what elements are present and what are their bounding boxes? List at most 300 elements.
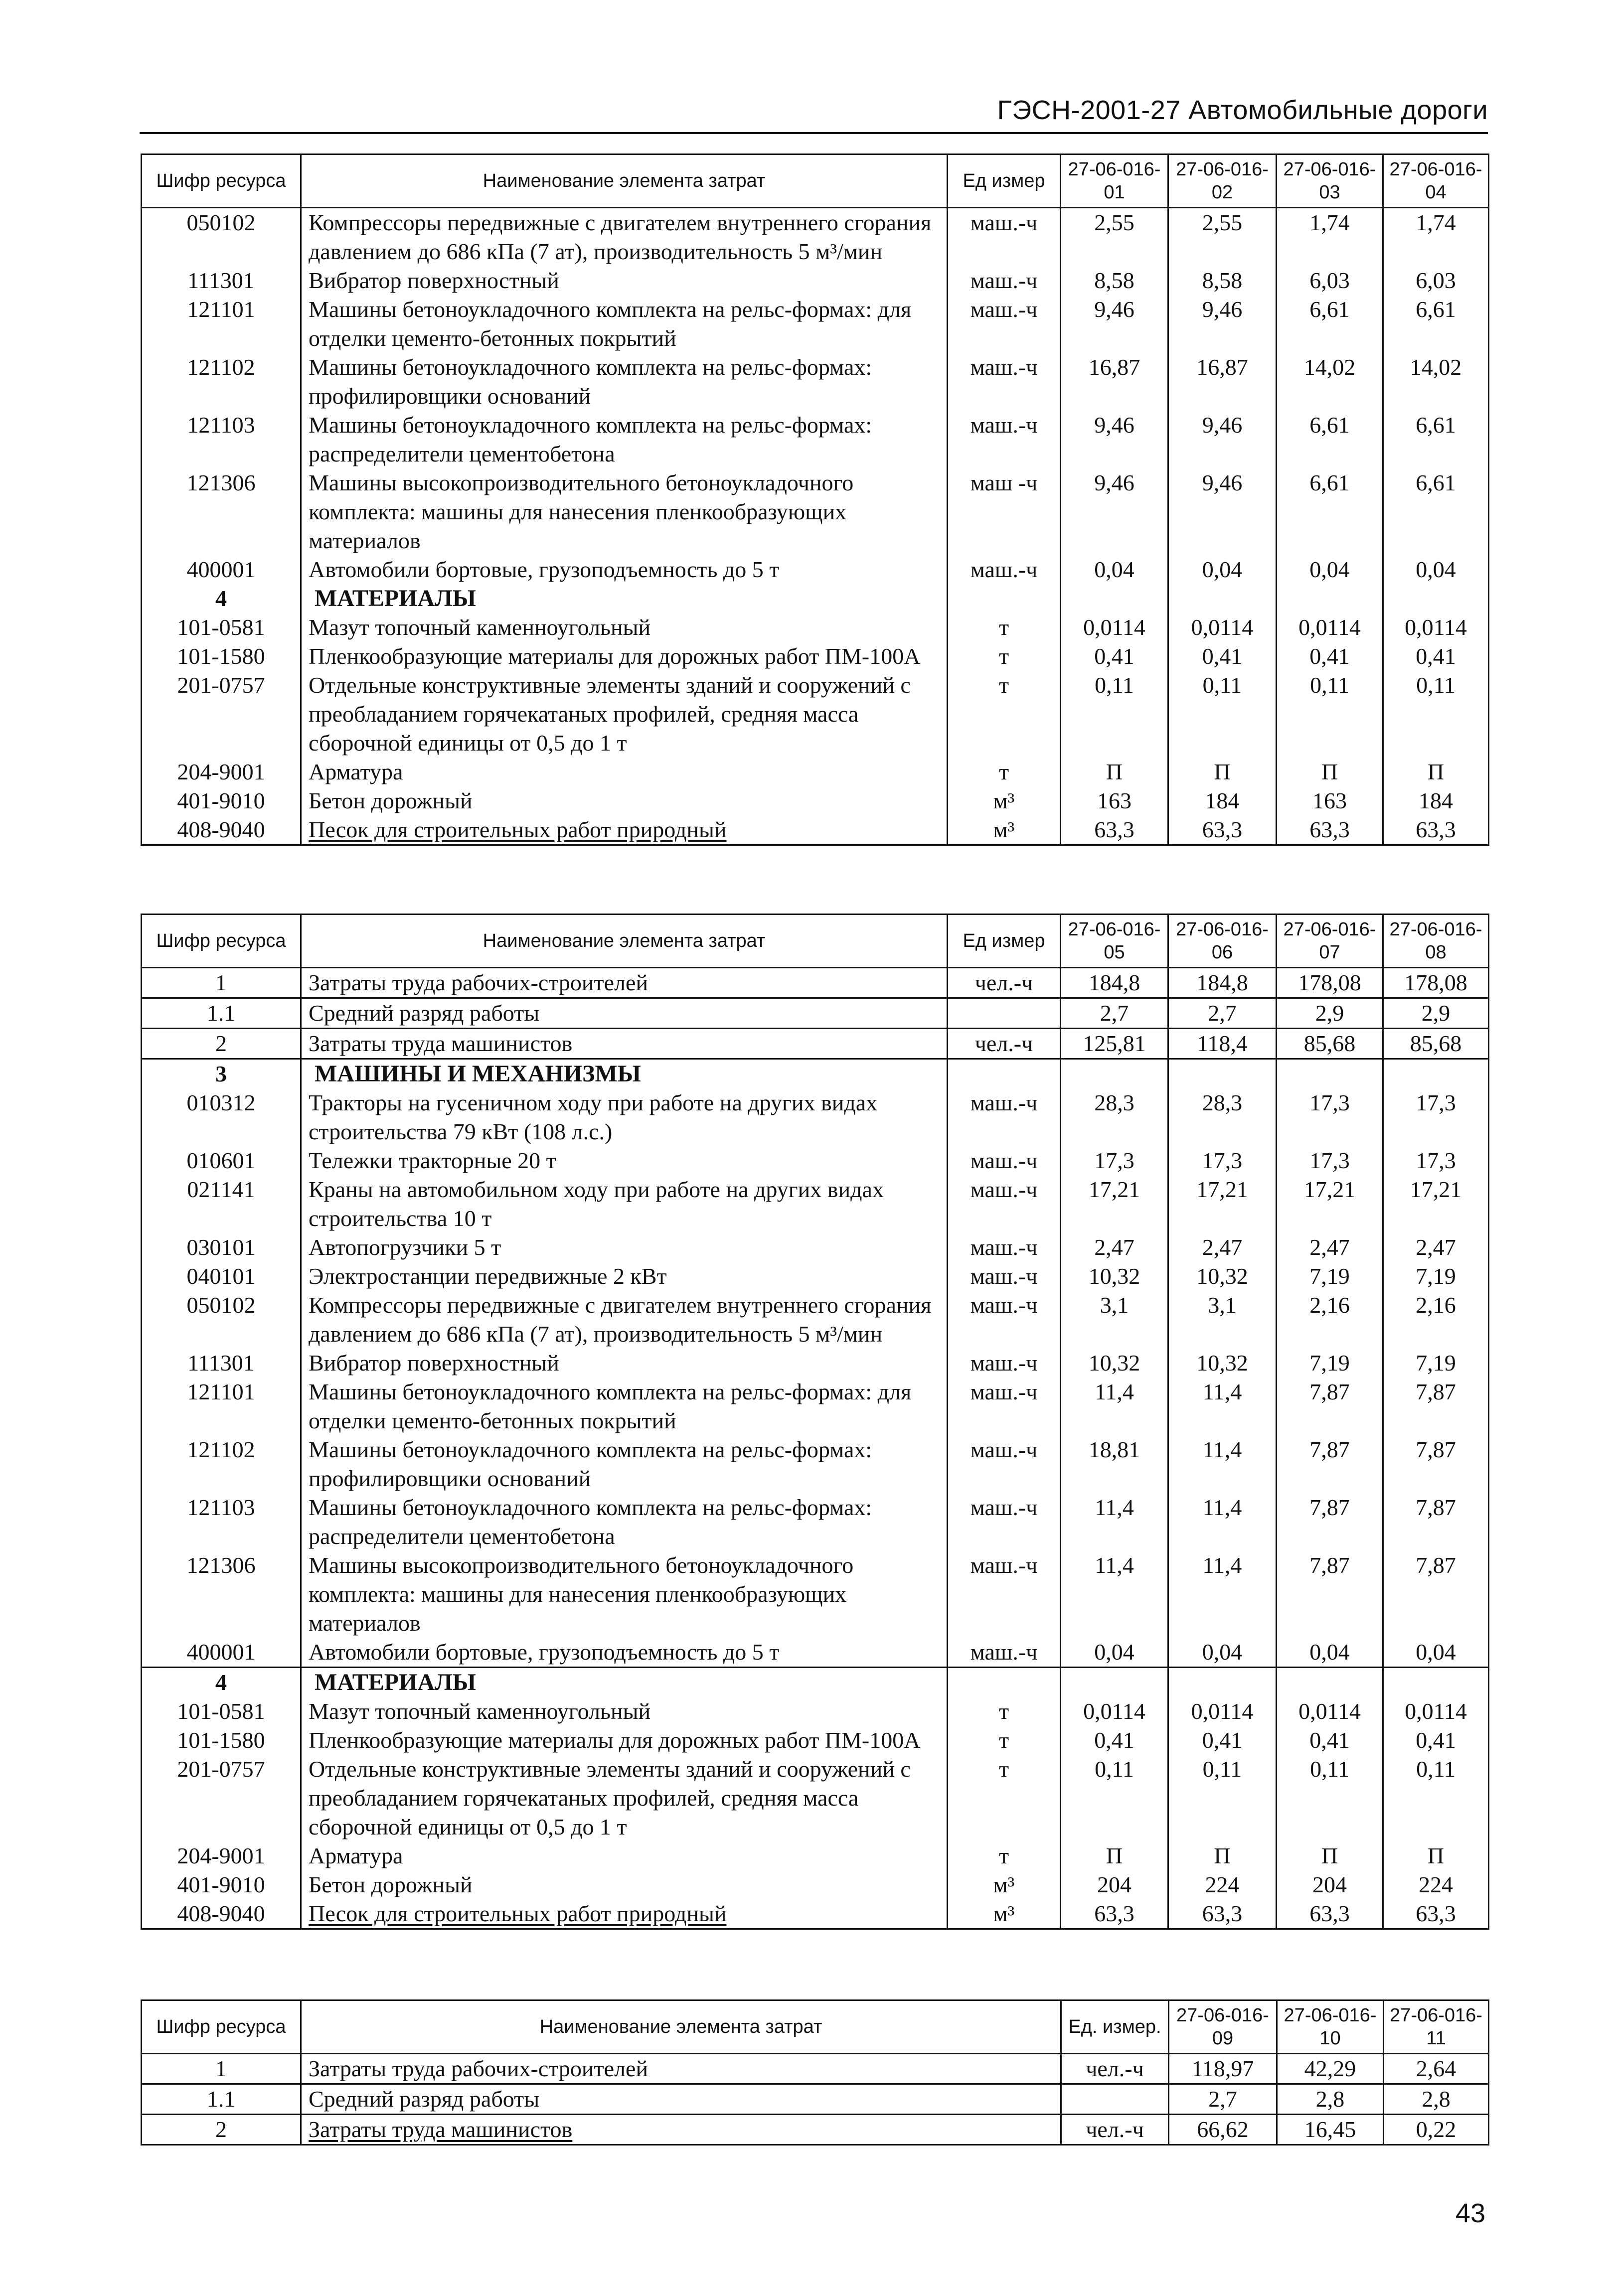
header-code: Шифр ресурса	[142, 154, 301, 208]
norm-value: 6,61	[1383, 411, 1489, 468]
norm-value	[1383, 584, 1489, 613]
norm-value: 0,04	[1383, 1638, 1489, 1668]
norm-value: 0,41	[1168, 642, 1277, 671]
norm-value	[1277, 584, 1383, 613]
norm-value: 2,16	[1277, 1291, 1383, 1349]
table-row	[142, 1493, 1489, 1551]
cost-element-name: Бетон дорожный	[301, 1870, 948, 1899]
unit: т	[948, 671, 1061, 758]
norm-value: 0,41	[1383, 642, 1489, 671]
norm-value: 0,41	[1061, 1726, 1168, 1755]
unit: м³	[948, 1870, 1061, 1899]
header-name: Наименование элемента затрат	[301, 915, 948, 968]
norm-value	[1061, 1059, 1168, 1089]
unit	[948, 1668, 1061, 1697]
norm-value: 184,8	[1168, 968, 1277, 998]
norm-value: 10,32	[1168, 1349, 1277, 1378]
norm-table-1	[141, 153, 1489, 846]
norm-value: 17,21	[1383, 1175, 1489, 1233]
unit: маш.-ч	[948, 1262, 1061, 1291]
norm-value: 0,41	[1061, 642, 1168, 671]
norm-value: П	[1061, 1841, 1168, 1870]
norm-value: 0,11	[1277, 1755, 1383, 1841]
norm-value: 8,58	[1061, 266, 1168, 295]
norm-value: 0,22	[1384, 2115, 1489, 2145]
norm-value: П	[1383, 1841, 1489, 1870]
norm-value: П	[1277, 1841, 1383, 1870]
unit: т	[948, 1841, 1061, 1870]
unit: маш.-ч	[948, 555, 1061, 584]
norm-value: 17,21	[1277, 1175, 1383, 1233]
header-unit: Ед измер	[948, 915, 1061, 968]
table-row	[142, 295, 1489, 353]
norm-value: 10,32	[1168, 1262, 1277, 1291]
norm-value: 7,87	[1383, 1551, 1489, 1638]
norm-value: 85,68	[1383, 1029, 1489, 1059]
norm-value: 0,0114	[1277, 613, 1383, 642]
unit: маш.-ч	[948, 411, 1061, 468]
norm-value	[1277, 1668, 1383, 1697]
norm-value: 7,19	[1277, 1262, 1383, 1291]
norm-value: 118,4	[1168, 1029, 1277, 1059]
norm-value: 2,47	[1383, 1233, 1489, 1262]
resource-code: 111301	[142, 266, 301, 295]
norm-value: 8,58	[1168, 266, 1277, 295]
cost-element-name: Автомобили бортовые, грузоподъемность до 5 т	[301, 1638, 948, 1668]
table-row	[142, 1175, 1489, 1233]
unit: маш.-ч	[948, 1638, 1061, 1668]
page-number: 43	[1455, 2198, 1485, 2228]
norm-value: 63,3	[1061, 1899, 1168, 1929]
resource-code: 204-9001	[142, 758, 301, 786]
norm-value: 224	[1383, 1870, 1489, 1899]
cost-element-name: Краны на автомобильном ходу при работе на других видах строительства 10 т	[301, 1175, 948, 1233]
cost-element-name: Затраты труда рабочих-строителей	[301, 968, 948, 998]
norm-value: 63,3	[1277, 1899, 1383, 1929]
cost-element-name: Затраты труда машинистов	[301, 2115, 1061, 2145]
norm-value: 9,46	[1061, 295, 1168, 353]
norm-value: 28,3	[1061, 1088, 1168, 1146]
norm-value: 0,11	[1061, 671, 1168, 758]
norm-value: 9,46	[1168, 468, 1277, 555]
norm-value: 7,87	[1277, 1435, 1383, 1493]
header-norm-code: 27-06-016-11	[1384, 2000, 1489, 2054]
norm-value: 0,11	[1168, 1755, 1277, 1841]
norm-value: 17,21	[1061, 1175, 1168, 1233]
table-row	[142, 1841, 1489, 1870]
resource-code: 408-9040	[142, 815, 301, 845]
table-row	[142, 671, 1489, 758]
header-norm-code: 27-06-016-07	[1277, 915, 1383, 968]
norm-value	[1383, 1059, 1489, 1089]
norm-value: 0,04	[1061, 1638, 1168, 1668]
table-row	[142, 1291, 1489, 1349]
table-row	[142, 208, 1489, 267]
norm-value: 63,3	[1168, 1899, 1277, 1929]
header-row	[142, 915, 1489, 968]
resource-code: 4	[142, 1668, 301, 1697]
header-norm-code: 27-06-016-06	[1168, 915, 1277, 968]
norm-value: 6,61	[1277, 411, 1383, 468]
norm-value: 63,3	[1383, 815, 1489, 845]
norm-value: 16,87	[1168, 353, 1277, 411]
unit	[948, 584, 1061, 613]
table-row	[142, 1378, 1489, 1435]
resource-code: 408-9040	[142, 1899, 301, 1929]
unit	[948, 998, 1061, 1029]
cost-element-name: Вибратор поверхностный	[301, 266, 948, 295]
header-name: Наименование элемента затрат	[301, 154, 948, 208]
unit: маш.-ч	[948, 1349, 1061, 1378]
table-row	[142, 1755, 1489, 1841]
norm-value: 63,3	[1383, 1899, 1489, 1929]
norm-value: 9,46	[1168, 411, 1277, 468]
unit: маш.-ч	[948, 295, 1061, 353]
norm-value: 11,4	[1168, 1378, 1277, 1435]
cost-element-name: Затраты труда рабочих-строителей	[301, 2054, 1061, 2084]
resource-code: 010312	[142, 1088, 301, 1146]
norm-value	[1061, 1668, 1168, 1697]
header-row	[142, 2000, 1489, 2054]
resource-code: 121101	[142, 295, 301, 353]
norm-value: 0,0114	[1383, 613, 1489, 642]
norm-value: 42,29	[1277, 2054, 1384, 2084]
norm-value: 3,1	[1061, 1291, 1168, 1349]
unit: маш.-ч	[948, 1493, 1061, 1551]
norm-value: 9,46	[1061, 411, 1168, 468]
norm-value: 16,87	[1061, 353, 1168, 411]
resource-code: 101-1580	[142, 642, 301, 671]
resource-code: 1	[142, 968, 301, 998]
norm-value: 6,61	[1277, 468, 1383, 555]
norm-value: П	[1168, 758, 1277, 786]
table-row	[142, 1088, 1489, 1146]
cost-element-name: Арматура	[301, 758, 948, 786]
norm-value: 10,32	[1061, 1262, 1168, 1291]
norm-table-3	[141, 1999, 1489, 2145]
table-row	[142, 1726, 1489, 1755]
norm-value	[1061, 584, 1168, 613]
resource-code: 121306	[142, 468, 301, 555]
table-row	[142, 1435, 1489, 1493]
resource-code: 021141	[142, 1175, 301, 1233]
norm-value: 63,3	[1061, 815, 1168, 845]
unit: т	[948, 642, 1061, 671]
norm-value: 9,46	[1061, 468, 1168, 555]
norm-value: 0,04	[1168, 1638, 1277, 1668]
norm-value: 0,0114	[1383, 1697, 1489, 1726]
norm-value: 0,11	[1168, 671, 1277, 758]
table-row	[142, 1551, 1489, 1638]
norm-value: 3,1	[1168, 1291, 1277, 1349]
norm-value: 0,04	[1383, 555, 1489, 584]
unit: маш.-ч	[948, 208, 1061, 267]
norm-value: 0,04	[1168, 555, 1277, 584]
cost-element-name: Машины бетоноукладочного комплекта на рельс-формах: распределители цементобетона	[301, 1493, 948, 1551]
resource-code: 401-9010	[142, 786, 301, 815]
cost-element-name: Машины бетоноукладочного комплекта на рельс-формах: для отделки цементо-бетонных покрытий	[301, 1378, 948, 1435]
norm-value	[1168, 584, 1277, 613]
norm-value: 11,4	[1061, 1493, 1168, 1551]
header-norm-code: 27-06-016-08	[1383, 915, 1489, 968]
norm-value: 2,47	[1061, 1233, 1168, 1262]
header-code: Шифр ресурса	[142, 915, 301, 968]
norm-value: 2,16	[1383, 1291, 1489, 1349]
cost-element-name: Мазут топочный каменноугольный	[301, 613, 948, 642]
header-unit: Ед. измер.	[1061, 2000, 1169, 2054]
cost-element-name: МАШИНЫ И МЕХАНИЗМЫ	[301, 1059, 948, 1089]
unit: маш.-ч	[948, 1175, 1061, 1233]
resource-code: 030101	[142, 1233, 301, 1262]
norm-value: 11,4	[1061, 1378, 1168, 1435]
norm-value: 0,0114	[1061, 1697, 1168, 1726]
norm-value: 2,7	[1061, 998, 1168, 1029]
table-row	[142, 1349, 1489, 1378]
table-row	[142, 815, 1489, 845]
cost-element-name: Арматура	[301, 1841, 948, 1870]
unit: маш.-ч	[948, 1551, 1061, 1638]
norm-value: 0,11	[1061, 1755, 1168, 1841]
norm-value: 17,3	[1383, 1146, 1489, 1175]
table-row	[142, 411, 1489, 468]
unit: чел.-ч	[948, 968, 1061, 998]
resource-code: 050102	[142, 1291, 301, 1349]
table-row	[142, 758, 1489, 786]
cost-element-name: Машины бетоноукладочного комплекта на рельс-формах: для отделки цементо-бетонных покрытий	[301, 295, 948, 353]
header-unit: Ед измер	[948, 154, 1061, 208]
norm-value: 0,11	[1383, 671, 1489, 758]
norm-value: 2,9	[1383, 998, 1489, 1029]
cost-element-name: Средний разряд работы	[301, 2084, 1061, 2115]
norm-value: 14,02	[1383, 353, 1489, 411]
unit: т	[948, 613, 1061, 642]
cost-element-name: Вибратор поверхностный	[301, 1349, 948, 1378]
norm-value: 0,11	[1277, 671, 1383, 758]
norm-value	[1383, 1668, 1489, 1697]
norm-value: 184,8	[1061, 968, 1168, 998]
cost-element-name: МАТЕРИАЛЫ	[301, 1668, 948, 1697]
resource-code: 400001	[142, 555, 301, 584]
norm-value: 0,0114	[1061, 613, 1168, 642]
table-row	[142, 555, 1489, 584]
resource-code: 401-9010	[142, 1870, 301, 1899]
norm-value: 0,0114	[1277, 1697, 1383, 1726]
resource-code: 201-0757	[142, 1755, 301, 1841]
norm-value: 28,3	[1168, 1088, 1277, 1146]
norm-value: 7,87	[1277, 1551, 1383, 1638]
norm-value: 11,4	[1168, 1493, 1277, 1551]
header-norm-code: 27-06-016-04	[1383, 154, 1489, 208]
resource-code: 121306	[142, 1551, 301, 1638]
table-row	[142, 1262, 1489, 1291]
header-norm-code: 27-06-016-02	[1168, 154, 1277, 208]
norm-value: 0,04	[1277, 555, 1383, 584]
resource-code: 201-0757	[142, 671, 301, 758]
table-row	[142, 998, 1489, 1029]
table-row	[142, 2054, 1489, 2084]
resource-code: 1.1	[142, 998, 301, 1029]
norm-value: 66,62	[1169, 2115, 1277, 2145]
norm-value: 11,4	[1168, 1435, 1277, 1493]
header-norm-code: 27-06-016-03	[1277, 154, 1383, 208]
norm-value: 163	[1061, 786, 1168, 815]
norm-value: 7,87	[1383, 1378, 1489, 1435]
norm-table-2	[141, 914, 1489, 1930]
norm-value: 2,8	[1277, 2084, 1384, 2115]
table-row	[142, 468, 1489, 555]
resource-code: 121101	[142, 1378, 301, 1435]
unit: маш.-ч	[948, 1233, 1061, 1262]
norm-value: 178,08	[1383, 968, 1489, 998]
norm-value: 6,61	[1277, 295, 1383, 353]
table-row	[142, 266, 1489, 295]
cost-element-name: Песок для строительных работ природный	[301, 1899, 948, 1929]
header-norm-code: 27-06-016-10	[1277, 2000, 1384, 2054]
cost-element-name: Тракторы на гусеничном ходу при работе на других видах строительства 79 кВт (108 л.с.)	[301, 1088, 948, 1146]
norm-value	[1168, 1668, 1277, 1697]
header-norm-code: 27-06-016-05	[1061, 915, 1168, 968]
table-row	[142, 613, 1489, 642]
norm-value: 0,04	[1277, 1638, 1383, 1668]
norm-value: 0,0114	[1168, 613, 1277, 642]
norm-value: 85,68	[1277, 1029, 1383, 1059]
norm-value: 17,3	[1168, 1146, 1277, 1175]
table-row	[142, 1870, 1489, 1899]
norm-value: 7,19	[1277, 1349, 1383, 1378]
norm-value: 63,3	[1168, 815, 1277, 845]
norm-value: 184	[1383, 786, 1489, 815]
table-row	[142, 642, 1489, 671]
norm-value: 17,3	[1383, 1088, 1489, 1146]
norm-value: 11,4	[1061, 1551, 1168, 1638]
table-row	[142, 1029, 1489, 1059]
norm-value: 9,46	[1168, 295, 1277, 353]
resource-code: 101-1580	[142, 1726, 301, 1755]
table-row	[142, 1146, 1489, 1175]
table-row	[142, 2115, 1489, 2145]
norm-value: 2,55	[1061, 208, 1168, 267]
norm-value: 7,87	[1383, 1435, 1489, 1493]
cost-element-name: Отдельные конструктивные элементы зданий и сооружений с преобладанием горячекатаных профилей, средняя масса сборочной единицы от 0,5 до 1 т	[301, 1755, 948, 1841]
norm-value: 204	[1061, 1870, 1168, 1899]
norm-value: 6,61	[1383, 295, 1489, 353]
cost-element-name: Пленкообразующие материалы для дорожных работ ПМ-100А	[301, 1726, 948, 1755]
unit	[1061, 2084, 1169, 2115]
table-row	[142, 353, 1489, 411]
norm-value: 2,7	[1169, 2084, 1277, 2115]
norm-value: 0,41	[1383, 1726, 1489, 1755]
cost-element-name: Машины бетоноукладочного комплекта на рельс-формах: профилировщики оснований	[301, 353, 948, 411]
unit: м³	[948, 1899, 1061, 1929]
table-row	[142, 786, 1489, 815]
norm-value: 224	[1168, 1870, 1277, 1899]
norm-value: 14,02	[1277, 353, 1383, 411]
section-row	[142, 1059, 1489, 1089]
section-row	[142, 1668, 1489, 1697]
unit: м³	[948, 786, 1061, 815]
norm-value: 2,47	[1168, 1233, 1277, 1262]
resource-code: 4	[142, 584, 301, 613]
norm-value: 6,61	[1383, 468, 1489, 555]
unit: маш.-ч	[948, 353, 1061, 411]
section-row	[142, 584, 1489, 613]
norm-value: 1,74	[1277, 208, 1383, 267]
header-norm-code: 27-06-016-01	[1061, 154, 1168, 208]
table-row	[142, 1697, 1489, 1726]
table-row	[142, 968, 1489, 998]
norm-value: 125,81	[1061, 1029, 1168, 1059]
unit: маш.-ч	[948, 1291, 1061, 1349]
resource-code: 1.1	[142, 2084, 301, 2115]
unit: т	[948, 1726, 1061, 1755]
norm-value: 17,3	[1061, 1146, 1168, 1175]
norm-value: 204	[1277, 1870, 1383, 1899]
norm-value: 178,08	[1277, 968, 1383, 998]
norm-value: 17,3	[1277, 1146, 1383, 1175]
norm-value: 7,87	[1277, 1493, 1383, 1551]
norm-value: 2,8	[1384, 2084, 1489, 2115]
resource-code: 1	[142, 2054, 301, 2084]
cost-element-name: Тележки тракторные 20 т	[301, 1146, 948, 1175]
norm-value: 11,4	[1168, 1551, 1277, 1638]
norm-value: 2,9	[1277, 998, 1383, 1029]
norm-value: 7,87	[1277, 1378, 1383, 1435]
unit: маш.-ч	[948, 1088, 1061, 1146]
cost-element-name: Электростанции передвижные 2 кВт	[301, 1262, 948, 1291]
norm-value	[1277, 1059, 1383, 1089]
resource-code: 204-9001	[142, 1841, 301, 1870]
resource-code: 400001	[142, 1638, 301, 1668]
unit: чел.-ч	[948, 1029, 1061, 1059]
unit: маш -ч	[948, 468, 1061, 555]
norm-value: П	[1383, 758, 1489, 786]
norm-value: 163	[1277, 786, 1383, 815]
unit	[948, 1059, 1061, 1089]
cost-element-name: Машины высокопроизводительного бетоноукладочного комплекта: машины для нанесения пленкообразующих материалов	[301, 468, 948, 555]
norm-value: 7,19	[1383, 1349, 1489, 1378]
norm-value: 7,87	[1383, 1493, 1489, 1551]
cost-element-name: Пленкообразующие материалы для дорожных работ ПМ-100А	[301, 642, 948, 671]
resource-code: 121103	[142, 1493, 301, 1551]
resource-code: 2	[142, 2115, 301, 2145]
norm-value: 2,55	[1168, 208, 1277, 267]
table-row	[142, 1638, 1489, 1668]
resource-code: 121102	[142, 353, 301, 411]
norm-value: П	[1168, 1841, 1277, 1870]
resource-code: 121103	[142, 411, 301, 468]
unit: т	[948, 758, 1061, 786]
unit: чел.-ч	[1061, 2054, 1169, 2084]
header-norm-code: 27-06-016-09	[1169, 2000, 1277, 2054]
norm-value: 2,7	[1168, 998, 1277, 1029]
header-rule	[140, 132, 1488, 134]
resource-code: 010601	[142, 1146, 301, 1175]
norm-value: 0,41	[1277, 1726, 1383, 1755]
norm-value: 1,74	[1383, 208, 1489, 267]
norm-value: 17,3	[1277, 1088, 1383, 1146]
norm-value: 6,03	[1277, 266, 1383, 295]
resource-code: 040101	[142, 1262, 301, 1291]
cost-element-name: Автомобили бортовые, грузоподъемность до 5 т	[301, 555, 948, 584]
header-row	[142, 154, 1489, 208]
cost-element-name: Автопогрузчики 5 т	[301, 1233, 948, 1262]
norm-value: 0,41	[1277, 642, 1383, 671]
resource-code: 2	[142, 1029, 301, 1059]
cost-element-name: Компрессоры передвижные с двигателем внутреннего сгорания давлением до 686 кПа (7 ат), производительность 5 м³/мин	[301, 208, 948, 267]
norm-value: 2,64	[1384, 2054, 1489, 2084]
unit: маш.-ч	[948, 1146, 1061, 1175]
cost-element-name: Мазут топочный каменноугольный	[301, 1697, 948, 1726]
